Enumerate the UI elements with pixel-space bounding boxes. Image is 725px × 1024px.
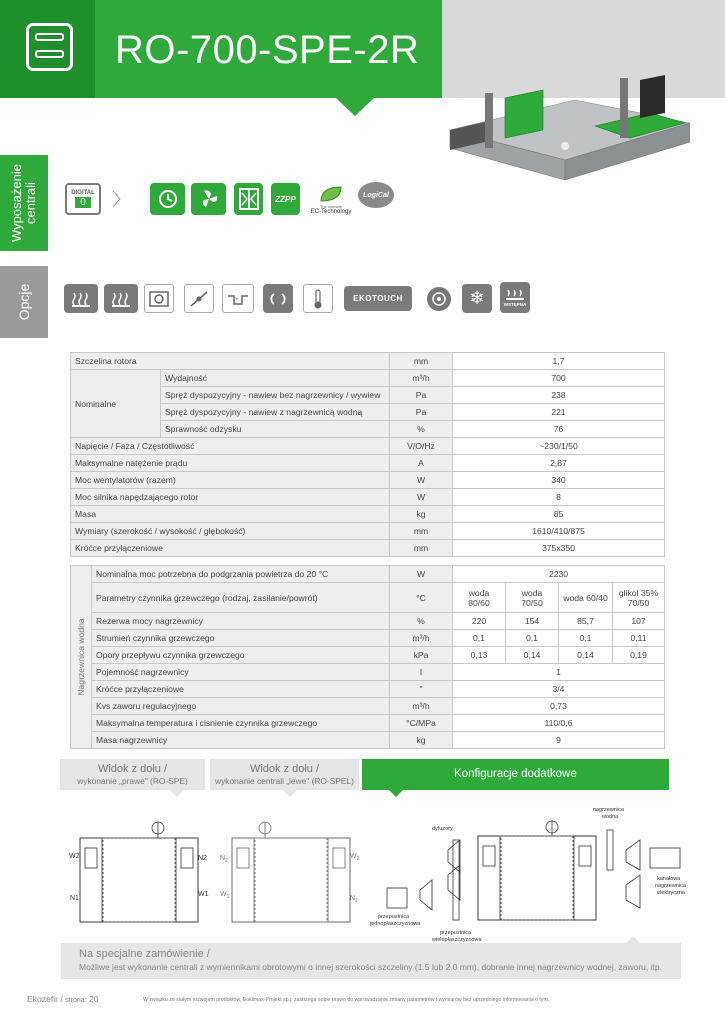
side-group: [71, 566, 92, 749]
zzpp-icon: [271, 183, 300, 215]
row-label: Moc silnika napędzającego rotor: [71, 489, 390, 506]
preheater-icon: [500, 282, 530, 313]
row-unit: Pa: [390, 404, 453, 421]
row-unit: V/O/Hz: [390, 438, 453, 455]
row-value: 238: [453, 387, 665, 404]
label-w2: W2: [69, 853, 80, 860]
view-left-header: [210, 759, 359, 790]
rotor-exchanger-icon: [234, 183, 263, 215]
row-unit: kg: [390, 732, 453, 749]
row-unit: m³/h: [390, 698, 453, 715]
label-przepustnica-w-1: przepustnica: [440, 930, 472, 936]
label-n1: N1: [70, 895, 79, 902]
row-unit: mm: [390, 353, 453, 370]
row-value: 85: [453, 506, 665, 523]
table-row: [71, 404, 665, 421]
row-unit: mm: [390, 540, 453, 557]
rotation-icon: [263, 284, 293, 313]
label-kanalowa-2: nagrzewnica: [655, 883, 686, 889]
row-value: 107: [613, 613, 665, 630]
side-group-label: Nagrzewnica wodna: [76, 618, 86, 696]
row-value: woda 80/60: [453, 583, 506, 613]
row-unit: m³/h: [390, 370, 453, 387]
row-value: 2230: [453, 566, 665, 583]
row-value: 0,19: [613, 647, 665, 664]
row-label: Kvs zaworu regulacyjnego: [92, 698, 390, 715]
row-unit: kg: [390, 506, 453, 523]
row-unit: kPa: [390, 647, 453, 664]
table-row: [71, 455, 665, 472]
footer-sep: /: [58, 994, 66, 1004]
row-value: 76: [453, 421, 665, 438]
table-row: [71, 698, 665, 715]
row-unit: W: [390, 472, 453, 489]
electric-heater-icon: [222, 284, 254, 313]
view-right-header: [60, 759, 205, 790]
row-unit: °C: [390, 583, 453, 613]
special-text: Możliwe jest wykonanie centrali z wymiennikami obrotowymi o innej szerokości szczeliny (1.5 lub 2.0 mm), dobranie innej nagrzewnicy wodnej, zaworu, itp.: [79, 962, 662, 972]
table-row: [71, 540, 665, 557]
table-row: [71, 732, 665, 749]
ec-small-label: The ultimate: [319, 203, 342, 209]
svg-text:+: +: [235, 296, 239, 303]
view-right-title: Widok z dołu /: [97, 763, 168, 775]
water-heater-table: [70, 565, 665, 749]
table-row: [71, 630, 665, 647]
drawing-left-version: [232, 822, 350, 922]
svg-text:W1: $W_1$: [220, 891, 230, 900]
config-title: Konfiguracje dodatkowe: [454, 768, 577, 780]
header-notch: [336, 98, 374, 116]
ec-label: EC-Technology: [310, 208, 352, 215]
table-row: [71, 370, 665, 387]
row-label: Wymiary (szerokość / wysokość / głębokość): [71, 523, 390, 540]
tab-options: [0, 266, 48, 338]
config-notch: [389, 790, 403, 797]
view-right-subtitle: wykonanie „prawe" (RO-SPE): [77, 776, 188, 786]
zzpp-label: ZZPP: [275, 194, 296, 204]
preheater-label: WSTĘPNA: [503, 302, 527, 307]
table-row: [71, 681, 665, 698]
heater-ekotouch-icon: [64, 284, 98, 313]
row-value: 1,7: [453, 353, 665, 370]
row-value: 154: [506, 613, 559, 630]
table-row: [71, 489, 665, 506]
remote-control-icon: [423, 284, 455, 313]
row-value: 0,13: [453, 647, 506, 664]
row-label: Sprawność odzysku: [161, 421, 390, 438]
view-right-notch: [170, 790, 184, 797]
row-value: 8: [453, 489, 665, 506]
view-left-notch: [283, 790, 297, 797]
ec-technology-icon: [306, 180, 356, 218]
row-label: Spręż dyspozycyjny - nawiew bez nagrzewnicy / wywiew: [161, 387, 390, 404]
label-nagrzewnica-wodna-1: nagrzewnica: [593, 807, 624, 813]
footer-disclaimer: W związku ze stałym rozwojem produktów, Eoklimax-Projekt sp.j. zastrzega sobie prawo do wprowadzania zmiany parametrów i wymiarów bez uprzedniego informowania o tym.: [143, 997, 550, 1003]
ekotouch-label: EKOTOUCH: [353, 294, 403, 303]
row-value: 375x350: [453, 540, 665, 557]
row-value: 9: [453, 732, 665, 749]
row-label: Króćce przyłączeniowe: [71, 540, 390, 557]
special-notch: [626, 936, 640, 943]
table-row: [71, 583, 665, 613]
fan-icon: [191, 183, 226, 215]
table-row: [71, 647, 665, 664]
row-label: Masa nagrzewnicy: [92, 732, 390, 749]
tab-options-label: Opcje: [16, 283, 32, 321]
damper-icon: [144, 284, 174, 313]
row-value: 221: [453, 404, 665, 421]
row-unit: W: [390, 566, 453, 583]
water-heater-icon: [104, 284, 138, 313]
label-kanalowa-1: kanałowa: [657, 876, 681, 882]
row-label: Rezerwa mocy nagrzewnicy: [92, 613, 390, 630]
row-value: 2,87: [453, 455, 665, 472]
valve-icon: [184, 284, 214, 313]
row-value: 0,1: [506, 630, 559, 647]
table-row: [71, 506, 665, 523]
table-row: [71, 566, 665, 583]
table-row: [71, 523, 665, 540]
row-value: 0,14: [506, 647, 559, 664]
page-title: RO-700-SPE-2R: [115, 28, 420, 72]
label-nagrzewnica-wodna-2: wodna: [602, 814, 619, 820]
table-row: [71, 438, 665, 455]
timer-icon: [150, 183, 185, 215]
label-w1: W1: [198, 891, 209, 898]
label-kanalowa-3: elektryczna: [657, 890, 685, 896]
row-unit: l: [390, 664, 453, 681]
group-label: Nominalne: [71, 370, 161, 438]
row-value: 3/4: [453, 681, 665, 698]
drawing-right-version: [80, 822, 198, 922]
table-row: [71, 421, 665, 438]
logical-icon: [358, 182, 394, 208]
air-handling-unit-illustration: [445, 68, 690, 183]
footer-page-number: 20: [89, 994, 99, 1004]
tab-equipment-label: Wyposażenie centrali: [9, 164, 38, 242]
table-row: [71, 715, 665, 732]
row-label: Maksymalne natężenie prądu: [71, 455, 390, 472]
row-unit: %: [390, 421, 453, 438]
digital-icon: [65, 183, 101, 215]
row-label: Napięcie / Faza / Częstotliwość: [71, 438, 390, 455]
thermometer-icon: [303, 284, 333, 313]
label-n2: N2: [198, 855, 207, 862]
svg-text:N1: $N_1$: [350, 895, 358, 904]
row-value: 85,7: [559, 613, 613, 630]
row-value: 110/0,6: [453, 715, 665, 732]
row-unit: %: [390, 613, 453, 630]
row-value: ~230/1/50: [453, 438, 665, 455]
footer-page: [27, 994, 99, 1004]
special-order-box: [61, 943, 681, 979]
drawing-config: [387, 821, 680, 920]
footer-brand: Ekozefir: [27, 994, 59, 1004]
svg-text:N2: $N_2$: [220, 855, 228, 864]
row-value: 0,1: [453, 630, 506, 647]
snowflake-icon: ❄: [462, 284, 492, 313]
row-label: Szczelina rotora: [71, 353, 390, 370]
row-unit: Pa: [390, 387, 453, 404]
table-row: [71, 664, 665, 681]
special-title: Na specjalne zamówienie /: [79, 948, 210, 960]
row-label: Maksymalna temperatura i cisnienie czynnika grzewczego: [92, 715, 390, 732]
row-label: Wydajność: [161, 370, 390, 387]
row-value: 340: [453, 472, 665, 489]
unit-logo-icon: [26, 23, 73, 71]
row-label: Pojemność nagrzewnicy: [92, 664, 390, 681]
row-label: Spręż dyspozycyjny - nawiew z nagrzewnicą wodną: [161, 404, 390, 421]
table-row: [71, 387, 665, 404]
row-label: Masa: [71, 506, 390, 523]
svg-text:W2: $W_2$: [350, 853, 360, 862]
row-label: Strumień czynnika grzewczego: [92, 630, 390, 647]
row-label: Króćce przyłączeniowe: [92, 681, 390, 698]
row-label: Moc wentylatorów (razem): [71, 472, 390, 489]
table-row: [71, 353, 665, 370]
row-value: 0,1: [559, 630, 613, 647]
row-value: 700: [453, 370, 665, 387]
row-value: 220: [453, 613, 506, 630]
ekotouch-icon: [344, 286, 412, 311]
row-unit: W: [390, 489, 453, 506]
row-value: 0,14: [559, 647, 613, 664]
footer-page-label: strona:: [65, 997, 87, 1004]
row-value: 0,73: [453, 698, 665, 715]
digital-value: 0: [75, 197, 91, 208]
row-value: woda 70/50: [506, 583, 559, 613]
chevron-right-icon: 〉: [112, 190, 130, 210]
label-przepustnica-w-2: wielopłaszczyznowa: [432, 937, 482, 943]
row-value: 1: [453, 664, 665, 681]
row-label: Parametry czynnika grzewczego (rodzaj, zasilanie/powrót): [92, 583, 390, 613]
row-label: Opory przepływu czynnika grzewczego: [92, 647, 390, 664]
row-label: Nominalna moc potrzebna do podgrzania powietrza do 20 °C: [92, 566, 390, 583]
logical-label: LogiCal: [363, 191, 389, 199]
row-value: 1610/410/875: [453, 523, 665, 540]
row-unit: °C/MPa: [390, 715, 453, 732]
label-dyfuzory: dyfuzory: [432, 826, 453, 832]
view-left-subtitle: wykonanie centrali „lewe" (RO-SPEL): [215, 776, 354, 786]
label-przepustnica-j-1: przepustnica: [378, 914, 410, 920]
row-unit: m³/h: [390, 630, 453, 647]
row-unit: ": [390, 681, 453, 698]
table-row: [71, 613, 665, 630]
row-value: 0,11: [613, 630, 665, 647]
technical-drawings: [60, 800, 690, 945]
row-unit: A: [390, 455, 453, 472]
label-przepustnica-j-2: jednopłaszczyznowa: [370, 921, 421, 927]
tab-equipment: [0, 155, 48, 251]
view-left-title: Widok z dołu /: [249, 763, 320, 775]
row-value: woda 60/40: [559, 583, 613, 613]
table-row: [71, 472, 665, 489]
row-unit: mm: [390, 523, 453, 540]
specs-table: [70, 352, 665, 557]
config-header: [362, 759, 669, 790]
row-value: glikol 35% 70/50: [613, 583, 665, 613]
digital-label: DIGITAL: [71, 190, 95, 196]
